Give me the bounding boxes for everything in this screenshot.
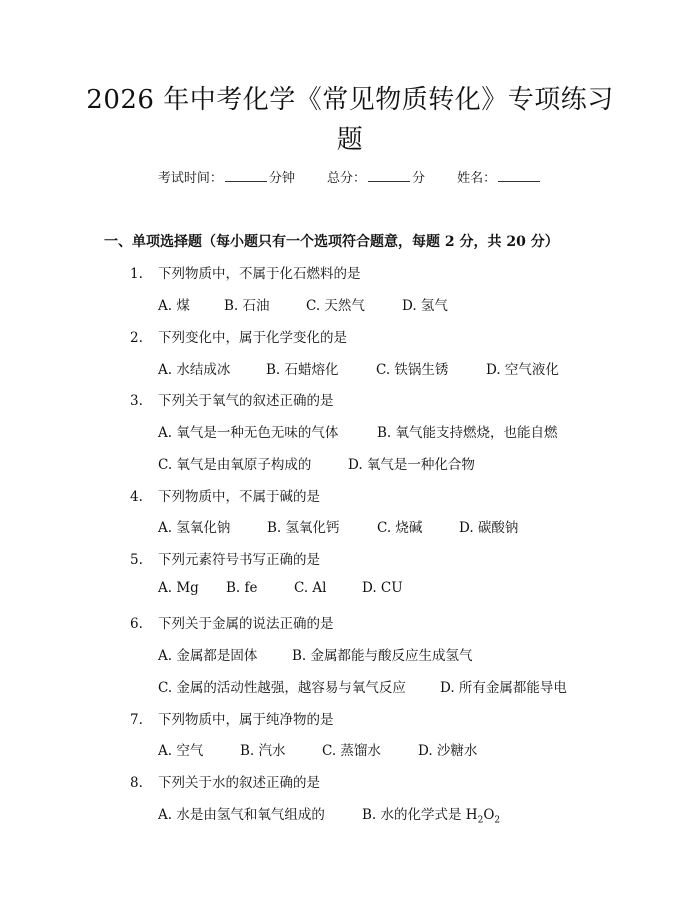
option-a[interactable]: A. 氢氧化钠 bbox=[158, 520, 231, 536]
option-c[interactable]: C. 蒸馏水 bbox=[322, 743, 381, 759]
exam-time-unit: 分钟 bbox=[268, 171, 295, 186]
question-stem: 下列关于氧气的叙述正确的是 bbox=[158, 393, 334, 409]
exam-time-blank[interactable] bbox=[225, 169, 267, 182]
option-c[interactable]: C. 铁锅生锈 bbox=[376, 362, 449, 378]
page-title-line1: 2026 年中考化学《常见物质转化》专项练习 bbox=[86, 85, 614, 115]
question-number: 8. bbox=[130, 775, 143, 791]
option-d[interactable]: D. 所有金属都能导电 bbox=[440, 680, 567, 696]
student-name-blank[interactable] bbox=[498, 169, 540, 182]
question-number: 7. bbox=[130, 712, 143, 728]
option-b[interactable]: B. 氢氧化钙 bbox=[267, 520, 340, 536]
total-score-blank[interactable] bbox=[368, 169, 410, 182]
question-6-options-row2 bbox=[158, 676, 567, 696]
exam-time bbox=[158, 171, 299, 186]
question-1 bbox=[130, 262, 361, 282]
total-score bbox=[327, 171, 429, 186]
question-8-options bbox=[158, 803, 500, 826]
option-c[interactable]: C. 天然气 bbox=[306, 298, 365, 314]
option-b[interactable]: B. 石蜡熔化 bbox=[266, 362, 339, 378]
exam-meta bbox=[0, 167, 700, 186]
question-2 bbox=[130, 326, 347, 346]
subscript: 2 bbox=[477, 815, 484, 826]
option-b[interactable]: B. 氧气能支持燃烧，也能自燃 bbox=[377, 425, 558, 441]
option-c[interactable]: C. 烧碱 bbox=[377, 520, 423, 536]
question-6 bbox=[130, 612, 334, 632]
question-7 bbox=[130, 708, 334, 728]
option-d[interactable]: D. 沙糖水 bbox=[418, 743, 478, 759]
question-number: 1. bbox=[130, 266, 143, 282]
student-name-label: 姓名： bbox=[457, 171, 497, 186]
question-number: 6. bbox=[130, 616, 143, 632]
question-1-options bbox=[158, 294, 448, 314]
option-a[interactable]: A. 水是由氢气和氧气组成的 bbox=[158, 807, 325, 823]
question-3-options-row2 bbox=[158, 453, 475, 473]
option-b[interactable]: B. 金属都能与酸反应生成氢气 bbox=[292, 648, 473, 664]
option-a[interactable]: A. 氧气是一种无色无味的气体 bbox=[158, 425, 339, 441]
total-score-unit: 分 bbox=[412, 171, 426, 186]
option-c[interactable]: C. 金属的活动性越强，越容易与氧气反应 bbox=[158, 680, 406, 696]
question-number: 2. bbox=[130, 330, 143, 346]
option-d[interactable]: D. CU bbox=[362, 580, 403, 596]
question-7-options bbox=[158, 739, 477, 759]
option-d[interactable]: D. 空气液化 bbox=[486, 362, 559, 378]
question-number: 3. bbox=[130, 393, 143, 409]
option-b[interactable]: B. fe bbox=[226, 580, 258, 596]
question-8 bbox=[130, 771, 320, 791]
question-3-options-row1 bbox=[158, 421, 558, 441]
option-a[interactable]: A. 水结成冰 bbox=[158, 362, 231, 378]
option-d[interactable]: D. 氧气是一种化合物 bbox=[348, 457, 475, 473]
subscript: 2 bbox=[494, 815, 501, 826]
option-a[interactable]: A. Mg bbox=[158, 580, 199, 596]
option-c[interactable]: C. Al bbox=[294, 580, 327, 596]
question-stem: 下列元素符号书写正确的是 bbox=[158, 552, 320, 568]
question-stem: 下列变化中，属于化学变化的是 bbox=[158, 330, 347, 346]
question-stem: 下列关于金属的说法正确的是 bbox=[158, 616, 334, 632]
option-a[interactable]: A. 金属都是固体 bbox=[158, 648, 258, 664]
total-score-label: 总分： bbox=[326, 171, 366, 186]
section-heading: 一、单项选择题（每小题只有一个选项符合题意，每题 2 分，共 20 分） bbox=[104, 234, 559, 250]
option-d[interactable]: D. 碳酸钠 bbox=[459, 520, 519, 536]
option-b-text: B. 水的化学式是 H bbox=[362, 807, 478, 823]
question-number: 5. bbox=[130, 552, 143, 568]
page-title-line2: 题 bbox=[336, 125, 364, 155]
exam-time-label: 考试时间： bbox=[157, 171, 223, 186]
question-stem: 下列物质中，不属于碱的是 bbox=[158, 489, 320, 505]
question-number: 4. bbox=[130, 489, 143, 505]
question-stem: 下列关于水的叙述正确的是 bbox=[158, 775, 320, 791]
option-b[interactable] bbox=[362, 803, 500, 826]
question-5-options bbox=[158, 580, 403, 596]
student-name bbox=[457, 171, 542, 186]
option-b[interactable]: B. 石油 bbox=[224, 298, 270, 314]
question-stem: 下列物质中，属于纯净物的是 bbox=[158, 712, 334, 728]
option-a[interactable]: A. 空气 bbox=[158, 743, 204, 759]
option-b-text-o: O bbox=[483, 807, 495, 823]
question-4-options bbox=[158, 516, 518, 536]
question-4 bbox=[130, 485, 320, 505]
question-stem: 下列物质中，不属于化石燃料的是 bbox=[158, 266, 361, 282]
option-b[interactable]: B. 汽水 bbox=[240, 743, 286, 759]
option-d[interactable]: D. 氢气 bbox=[402, 298, 448, 314]
question-5 bbox=[130, 548, 320, 568]
question-2-options bbox=[158, 358, 559, 378]
question-6-options-row1 bbox=[158, 644, 473, 664]
option-c[interactable]: C. 氧气是由氧原子构成的 bbox=[158, 457, 312, 473]
question-3 bbox=[130, 389, 334, 409]
option-a[interactable]: A. 煤 bbox=[158, 298, 190, 314]
